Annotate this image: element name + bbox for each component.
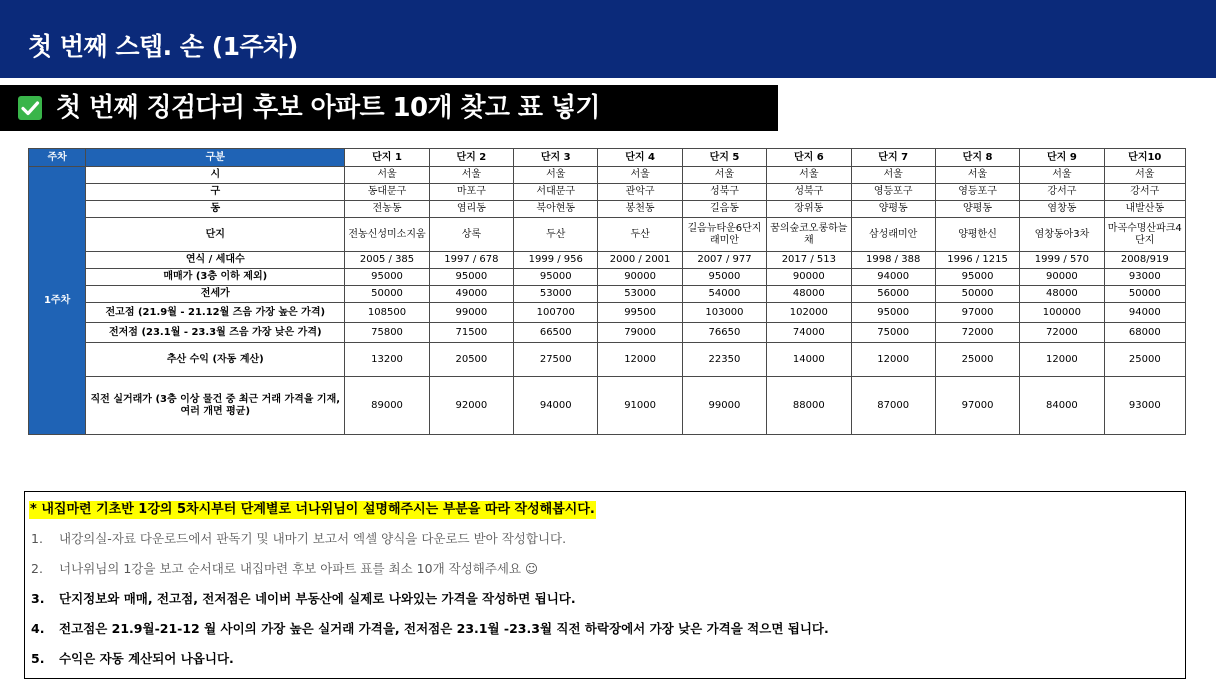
row-label: 추산 수익 (자동 계산) (86, 343, 345, 377)
table-cell: 삼성래미안 (851, 218, 935, 252)
row-label: 전고점 (21.9월 - 21.12월 즈음 가장 높은 가격) (86, 303, 345, 323)
table-cell: 90000 (598, 269, 682, 286)
instructions-box (24, 491, 1186, 679)
table-row (29, 377, 1186, 435)
table-cell: 영등포구 (851, 184, 935, 201)
row-label: 직전 실거래가 (3층 이상 물건 중 최근 거래 가격을 기재, 여러 개면 평균) (86, 377, 345, 435)
table-row (29, 184, 1186, 201)
table-cell: 성북구 (682, 184, 766, 201)
table-cell: 100000 (1020, 303, 1104, 323)
instruction-item (31, 620, 829, 638)
table-cell: 103000 (682, 303, 766, 323)
table-cell: 108500 (345, 303, 429, 323)
table-cell: 53000 (598, 286, 682, 303)
table-cell: 79000 (598, 323, 682, 343)
table-cell: 91000 (598, 377, 682, 435)
col-header-category: 구분 (86, 149, 345, 167)
table-cell: 95000 (514, 269, 598, 286)
table-cell: 94000 (851, 269, 935, 286)
table-cell: 서울 (514, 167, 598, 184)
row-label: 구 (86, 184, 345, 201)
table-row (29, 269, 1186, 286)
checkmark-icon (18, 96, 42, 120)
table-cell: 1998 / 388 (851, 252, 935, 269)
table-cell: 서울 (682, 167, 766, 184)
table-cell: 87000 (851, 377, 935, 435)
col-header-danji: 단지 3 (514, 149, 598, 167)
table-cell: 88000 (767, 377, 851, 435)
col-header-danji: 단지 1 (345, 149, 429, 167)
table-cell: 1999 / 956 (514, 252, 598, 269)
table-cell: 95000 (429, 269, 513, 286)
subtitle: 첫 번째 징검다리 후보 아파트 10개 찾고 표 넣기 (56, 93, 600, 123)
table-cell: 74000 (767, 323, 851, 343)
table-row (29, 323, 1186, 343)
col-header-danji: 단지 2 (429, 149, 513, 167)
table-cell: 상록 (429, 218, 513, 252)
table-cell: 71500 (429, 323, 513, 343)
table-cell: 49000 (429, 286, 513, 303)
table-cell: 서대문구 (514, 184, 598, 201)
instruction-item (31, 590, 576, 608)
table-cell: 89000 (345, 377, 429, 435)
table-cell: 76650 (682, 323, 766, 343)
table-cell: 53000 (514, 286, 598, 303)
table-cell: 97000 (935, 377, 1019, 435)
instruction-number: 4. (31, 621, 45, 636)
instruction-number: 3. (31, 591, 45, 606)
table-cell: 99000 (429, 303, 513, 323)
instructions-highlight: * 내집마련 기초반 1강의 5차시부터 단계별로 너나위님이 설명해주시는 부분을 따라 작성해봅시다. (30, 502, 595, 517)
col-header-danji: 단지 4 (598, 149, 682, 167)
table-cell: 72000 (1020, 323, 1104, 343)
subtitle-bar (0, 85, 778, 131)
table-cell: 염리동 (429, 201, 513, 218)
table-cell: 90000 (1020, 269, 1104, 286)
table-cell: 서울 (345, 167, 429, 184)
row-label: 연식 / 세대수 (86, 252, 345, 269)
table-cell: 100700 (514, 303, 598, 323)
instruction-number: 1. (31, 531, 43, 546)
table-cell: 장위동 (767, 201, 851, 218)
table-row (29, 286, 1186, 303)
header-bar (0, 0, 1216, 78)
table-cell: 50000 (345, 286, 429, 303)
table-cell: 92000 (429, 377, 513, 435)
table-cell: 서울 (851, 167, 935, 184)
table-cell: 54000 (682, 286, 766, 303)
table-cell: 102000 (767, 303, 851, 323)
step-title: 첫 번째 스텝. 손 (1주차) (28, 32, 298, 61)
instruction-text: 전고점은 21.9월-21-12 월 사이의 가장 높은 실거래 가격을, 전저점은 23.1월 -23.3월 직전 하락장에서 가장 낮은 가격을 적으면 됩니다. (59, 621, 829, 636)
table-cell: 66500 (514, 323, 598, 343)
col-header-danji: 단지 8 (935, 149, 1019, 167)
table-cell: 꿈의숲코오롱하늘채 (767, 218, 851, 252)
table-cell: 93000 (1104, 269, 1185, 286)
table-cell: 양평한신 (935, 218, 1019, 252)
col-header-danji: 단지 7 (851, 149, 935, 167)
table-cell: 12000 (1020, 343, 1104, 377)
table-cell: 두산 (598, 218, 682, 252)
table-cell: 48000 (1020, 286, 1104, 303)
table-cell: 전농신성미소지움 (345, 218, 429, 252)
table-cell: 전농동 (345, 201, 429, 218)
table-cell: 성북구 (767, 184, 851, 201)
instruction-text: 단지정보와 매매, 전고점, 전저점은 네이버 부동산에 실제로 나와있는 가격을 작성하면 됩니다. (59, 591, 576, 606)
row-label: 동 (86, 201, 345, 218)
table-cell: 12000 (851, 343, 935, 377)
table-cell: 50000 (1104, 286, 1185, 303)
table-cell: 99000 (682, 377, 766, 435)
table-cell: 22350 (682, 343, 766, 377)
col-header-danji: 단지 6 (767, 149, 851, 167)
candidate-apartment-table (28, 148, 1186, 435)
table-row (29, 167, 1186, 184)
instruction-text: 너나위님의 1강을 보고 순서대로 내집마련 후보 아파트 표를 최소 10개 작성해주세요 ☺ (59, 561, 539, 576)
table-cell: 2000 / 2001 (598, 252, 682, 269)
table-row (29, 218, 1186, 252)
table-cell: 25000 (1104, 343, 1185, 377)
table-cell: 95000 (682, 269, 766, 286)
table-cell: 97000 (935, 303, 1019, 323)
table-cell: 서울 (598, 167, 682, 184)
table-cell: 양평동 (935, 201, 1019, 218)
table-cell: 염창동아3차 (1020, 218, 1104, 252)
table-cell: 68000 (1104, 323, 1185, 343)
table-row (29, 343, 1186, 377)
table-cell: 영등포구 (935, 184, 1019, 201)
table-row (29, 201, 1186, 218)
table-cell: 94000 (1104, 303, 1185, 323)
table-cell: 75800 (345, 323, 429, 343)
table-cell: 마곡수명산파크4단지 (1104, 218, 1185, 252)
instruction-number: 2. (31, 561, 43, 576)
table-cell: 99500 (598, 303, 682, 323)
row-label: 매매가 (3층 이하 제외) (86, 269, 345, 286)
table-cell: 1999 / 570 (1020, 252, 1104, 269)
instruction-number: 5. (31, 651, 45, 666)
table-cell: 25000 (935, 343, 1019, 377)
table-cell: 강서구 (1020, 184, 1104, 201)
table-cell: 12000 (598, 343, 682, 377)
table-cell: 14000 (767, 343, 851, 377)
instruction-item (31, 530, 566, 548)
table-cell: 내발산동 (1104, 201, 1185, 218)
table-cell: 염창동 (1020, 201, 1104, 218)
table-cell: 두산 (514, 218, 598, 252)
table-cell: 90000 (767, 269, 851, 286)
table-cell: 84000 (1020, 377, 1104, 435)
row-label: 전저점 (23.1월 - 23.3월 즈음 가장 낮은 가격) (86, 323, 345, 343)
table-cell: 봉천동 (598, 201, 682, 218)
table-cell: 서울 (429, 167, 513, 184)
col-header-week: 주차 (29, 149, 86, 167)
row-label: 전세가 (86, 286, 345, 303)
table-cell: 2005 / 385 (345, 252, 429, 269)
table-cell: 2008/919 (1104, 252, 1185, 269)
table-header-row (29, 149, 1186, 167)
table-cell: 동대문구 (345, 184, 429, 201)
table-cell: 1996 / 1215 (935, 252, 1019, 269)
instruction-text: 수익은 자동 계산되어 나옵니다. (59, 651, 234, 666)
table-cell: 강서구 (1104, 184, 1185, 201)
table-cell: 95000 (851, 303, 935, 323)
col-header-danji: 단지 9 (1020, 149, 1104, 167)
table-cell: 20500 (429, 343, 513, 377)
table-cell: 95000 (345, 269, 429, 286)
table-cell: 마포구 (429, 184, 513, 201)
table-cell: 길음동 (682, 201, 766, 218)
table-row (29, 252, 1186, 269)
table-cell: 2007 / 977 (682, 252, 766, 269)
col-header-danji: 단지 5 (682, 149, 766, 167)
table-cell: 75000 (851, 323, 935, 343)
table-cell: 94000 (514, 377, 598, 435)
table-cell: 48000 (767, 286, 851, 303)
table-cell: 2017 / 513 (767, 252, 851, 269)
table-cell: 관악구 (598, 184, 682, 201)
week-cell: 1주차 (29, 167, 86, 435)
table-cell: 길음뉴타운6단지래미안 (682, 218, 766, 252)
table-cell: 1997 / 678 (429, 252, 513, 269)
table-cell: 56000 (851, 286, 935, 303)
table-cell: 서울 (1104, 167, 1185, 184)
instruction-text: 내강의실-자료 다운로드에서 판독기 및 내마기 보고서 엑셀 양식을 다운로드 받아 작성합니다. (59, 531, 567, 546)
table-cell: 93000 (1104, 377, 1185, 435)
table-cell: 27500 (514, 343, 598, 377)
table-cell: 서울 (767, 167, 851, 184)
table-cell: 95000 (935, 269, 1019, 286)
table-cell: 양평동 (851, 201, 935, 218)
table-cell: 서울 (1020, 167, 1104, 184)
row-label: 단지 (86, 218, 345, 252)
instruction-item (31, 560, 538, 578)
table-cell: 서울 (935, 167, 1019, 184)
table-cell: 72000 (935, 323, 1019, 343)
row-label: 시 (86, 167, 345, 184)
table-row (29, 303, 1186, 323)
table-cell: 50000 (935, 286, 1019, 303)
col-header-danji: 단지10 (1104, 149, 1185, 167)
table-cell: 북아현동 (514, 201, 598, 218)
table-cell: 13200 (345, 343, 429, 377)
instruction-item (31, 650, 234, 668)
